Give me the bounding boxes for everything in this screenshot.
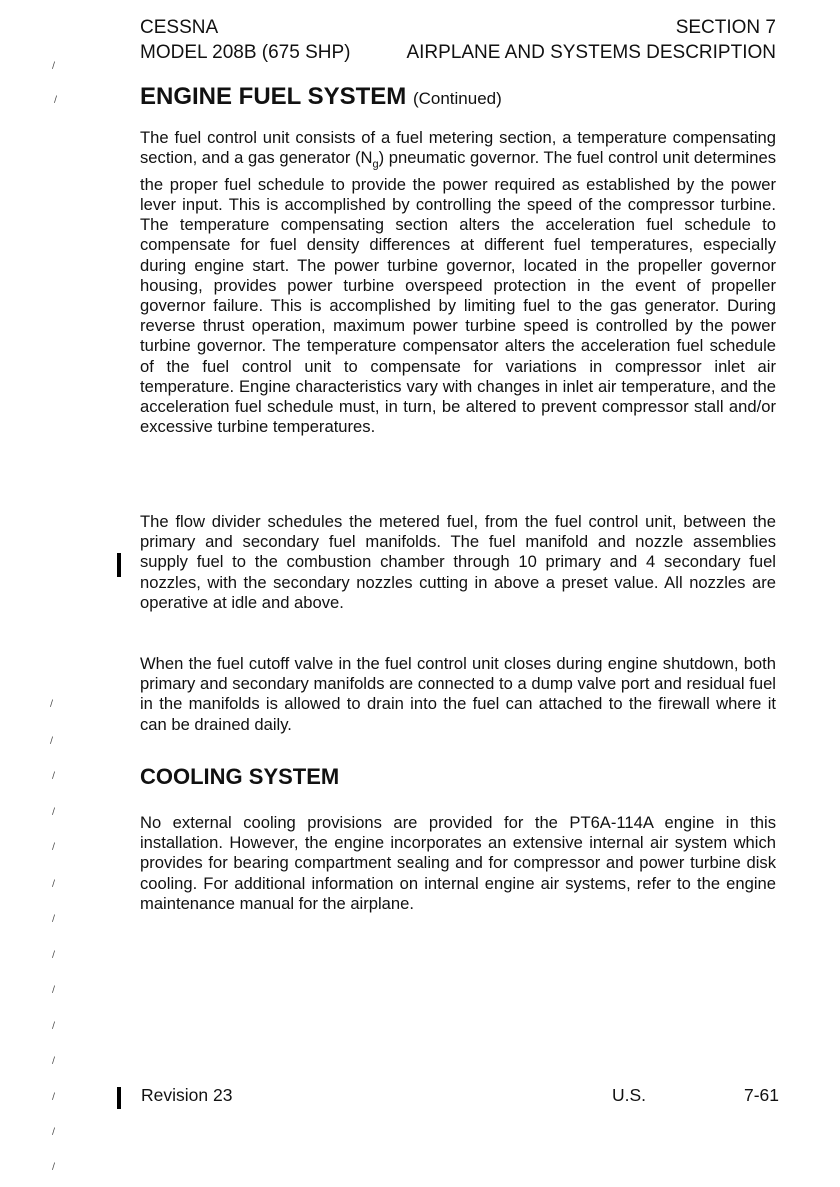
header-manufacturer: CESSNA (140, 17, 219, 38)
margin-scan-mark: ∕ (52, 985, 56, 995)
margin-scan-mark: ∕ (52, 1162, 56, 1172)
margin-scan-mark: ∕ (52, 950, 56, 960)
margin-scan-mark: ∕ (54, 95, 58, 105)
margin-scan-mark: ∕ (52, 771, 56, 781)
margin-scan-mark: ∕ (52, 1127, 56, 1137)
fuel-cutoff-paragraph: When the fuel cutoff valve in the fuel control unit closes during engine shutdown, both primary and secondary manifolds are connected to a dump valve port and residual fuel in the manifolds is allowed to drain into the fuel can attached to the firewall where it can be drained daily. (140, 654, 776, 734)
footer-revision: Revision 23 (141, 1085, 233, 1105)
engine-fuel-system-title: ENGINE FUEL SYSTEM (140, 83, 407, 110)
margin-scan-mark: ∕ (50, 699, 54, 709)
continued-label: (Continued) (412, 89, 502, 108)
fuel-control-unit-paragraph (140, 128, 776, 437)
cooling-system-paragraph: No external cooling provisions are provided for the PT6A-114A engine in this installation. However, the engine incorporates an extensive internal air system which provides for bearing compartment sealing and for compressor and power turbine disk cooling. For additional information on internal engine air systems, refer to the engine maintenance manual for the airplane. (140, 813, 776, 913)
header-section-number: SECTION 7 (675, 17, 776, 38)
footer-region: U.S. (612, 1085, 647, 1105)
margin-scan-mark: ∕ (52, 842, 56, 852)
flow-divider-paragraph: The flow divider schedules the metered fuel, from the fuel control unit, between the primary and secondary fuel manifolds. The fuel manifold and nozzle assemblies supply fuel to the combustion chamber through 10 primary and 4 secondary fuel nozzles, with the secondary nozzles cutting in above a preset value. All nozzles are operative at idle and above. (140, 512, 776, 612)
margin-scan-mark: ∕ (52, 807, 56, 817)
footer-change-bar (117, 1087, 121, 1109)
ng-subscript: g (372, 158, 379, 171)
engine-fuel-system-heading (140, 83, 502, 113)
header-section-title: AIRPLANE AND SYSTEMS DESCRIPTION (406, 42, 776, 63)
revision-change-bar (117, 553, 121, 577)
margin-scan-mark: ∕ (52, 879, 56, 889)
paragraph-1-text-a: The fuel control unit consists of a fuel metering section, a temperature compensating section, and a gas generator (N (140, 128, 776, 168)
margin-scan-mark: ∕ (52, 1056, 56, 1066)
margin-scan-mark: ∕ (50, 736, 54, 746)
margin-scan-mark: ∕ (52, 1021, 56, 1031)
margin-scan-mark: ∕ (52, 1092, 56, 1102)
footer-page-number: 7-61 (744, 1085, 780, 1105)
cooling-system-heading: COOLING SYSTEM (140, 764, 340, 789)
margin-scan-mark: ∕ (52, 61, 56, 71)
paragraph-1-text-b: ) pneumatic governor. The fuel control unit determines the proper fuel schedule to provide the power required as established by the power lever input. This is accomplished by controlling the speed of the compressor turbine. The temperature compensating section alters the acceleration fuel schedule to compensate for fuel density differences at different fuel temperatures, especially during engine start. The power turbine governor, located in the propeller governor housing, provides power turbine overspeed protection in the event of propeller governor failure. This is accomplished by limiting fuel to the gas generator. During reverse thrust operation, maximum power turbine speed is controlled by the power turbine governor. The temperature compensator alters the acceleration fuel schedule of the fuel control unit to compensate for variations in compressor inlet air temperature. Engine characteristics vary with changes in inlet air temperature, and the acceleration fuel schedule must, in turn, be altered to prevent compressor stall and/or excessive turbine temperatures. (140, 148, 776, 437)
header-model: MODEL 208B (675 SHP) (140, 42, 351, 63)
margin-scan-mark: ∕ (52, 914, 56, 924)
